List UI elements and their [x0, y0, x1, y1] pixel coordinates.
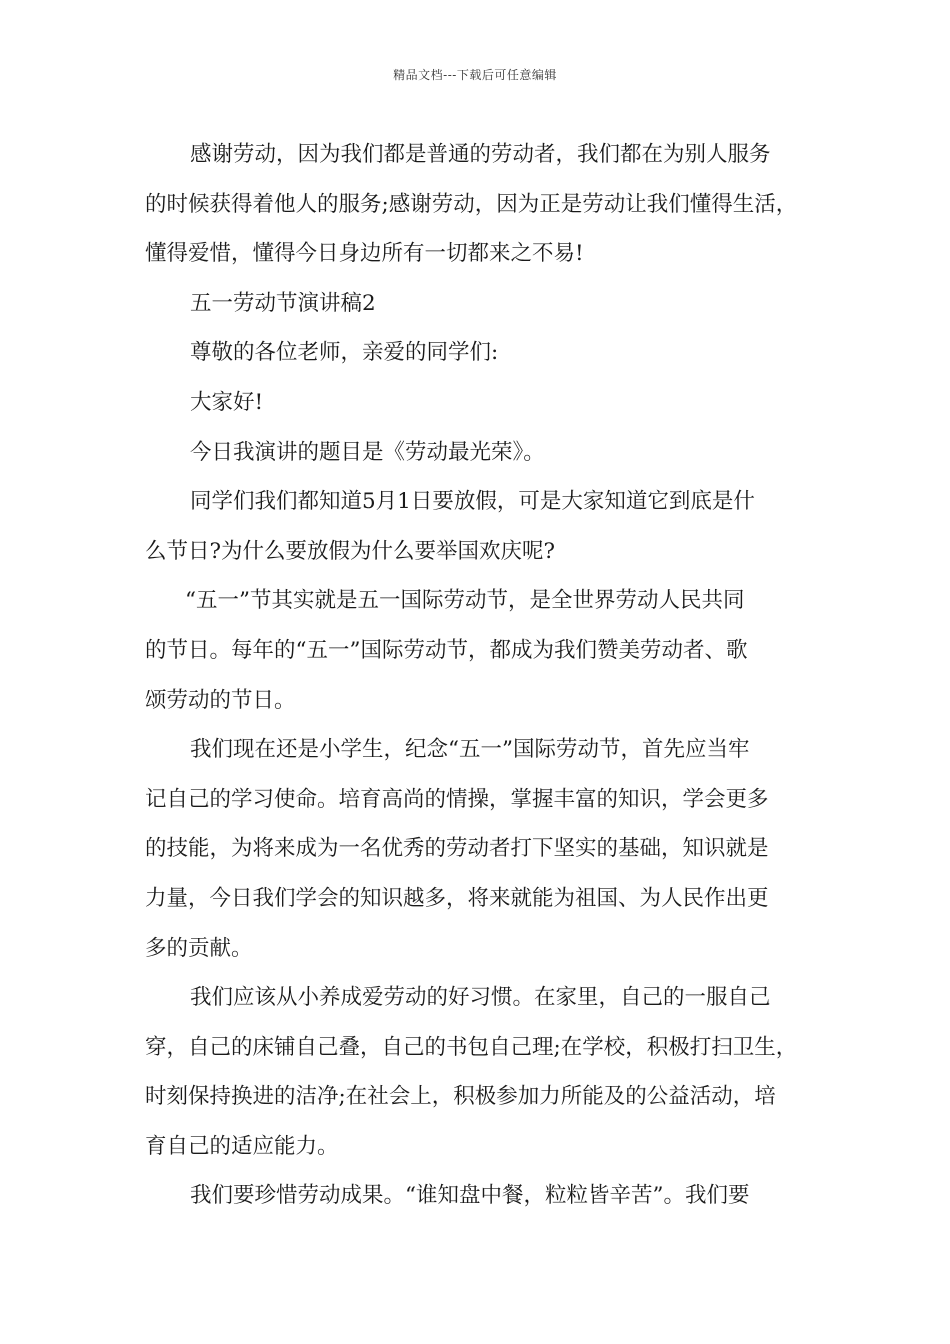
text-line: 尊敬的各位老师，亲爱的同学们:: [190, 340, 499, 366]
text-line: 感谢劳动，因为我们都是普通的劳动者，我们都在为别人服务: [190, 142, 771, 167]
text-line: 育自己的适应能力。: [145, 1133, 339, 1159]
text-line: 的节日。每年的“五一”国际劳动节，都成为我们赞美劳动者、歌: [145, 637, 748, 663]
text-line: 么节日?为什么要放假为什么要举国欢庆呢?: [145, 538, 556, 564]
text-line: 大家好!: [190, 389, 264, 415]
text-line: 的时候获得着他人的服务;感谢劳动，因为正是劳动让我们懂得生活，: [145, 191, 798, 217]
text-line: 我们应该从小养成爱劳动的好习惯。在家里，自己的一服自己: [190, 985, 771, 1011]
text-line: 的技能，为将来成为一名优秀的劳动者打下坚实的基础，知识就是: [145, 836, 769, 862]
page-header: 精品文档---下载后可任意编辑: [393, 68, 557, 82]
text-line: 穿，自己的床铺自己叠，自己的书包自己理;在学校，积极打扫卫生，: [145, 1034, 798, 1060]
text-line: 记自己的学习使命。培育高尚的情操，掌握丰富的知识，学会更多: [145, 786, 769, 812]
text-line: 同学们我们都知道5月1日要放假，可是大家知道它到底是什: [190, 489, 755, 515]
text-line: 颂劳动的节日。: [145, 687, 296, 713]
text-line: 今日我演讲的题目是《劳动最光荣》。: [190, 439, 545, 465]
text-line: 我们现在还是小学生，纪念“五一”国际劳动节，首先应当牢: [190, 737, 750, 763]
text-line: 力量，今日我们学会的知识越多，将来就能为祖国、为人民作出更: [145, 885, 769, 911]
text-line: 懂得爱惜，懂得今日身边所有一切都来之不易!: [145, 241, 584, 267]
text-line: “五一”节其实就是五一国际劳动节，是全世界劳动人民共同: [185, 588, 745, 614]
document-body: [145, 130, 810, 1221]
text-line: 五一劳动节演讲稿2: [190, 290, 376, 316]
text-line: 我们要珍惜劳动成果。“谁知盘中餐，粒粒皆辛苦”。我们要: [190, 1183, 750, 1209]
text-line: 多的贡献。: [145, 935, 253, 961]
text-line: 时刻保持换进的洁净;在社会上，积极参加力所能及的公益活动，培: [145, 1084, 776, 1110]
